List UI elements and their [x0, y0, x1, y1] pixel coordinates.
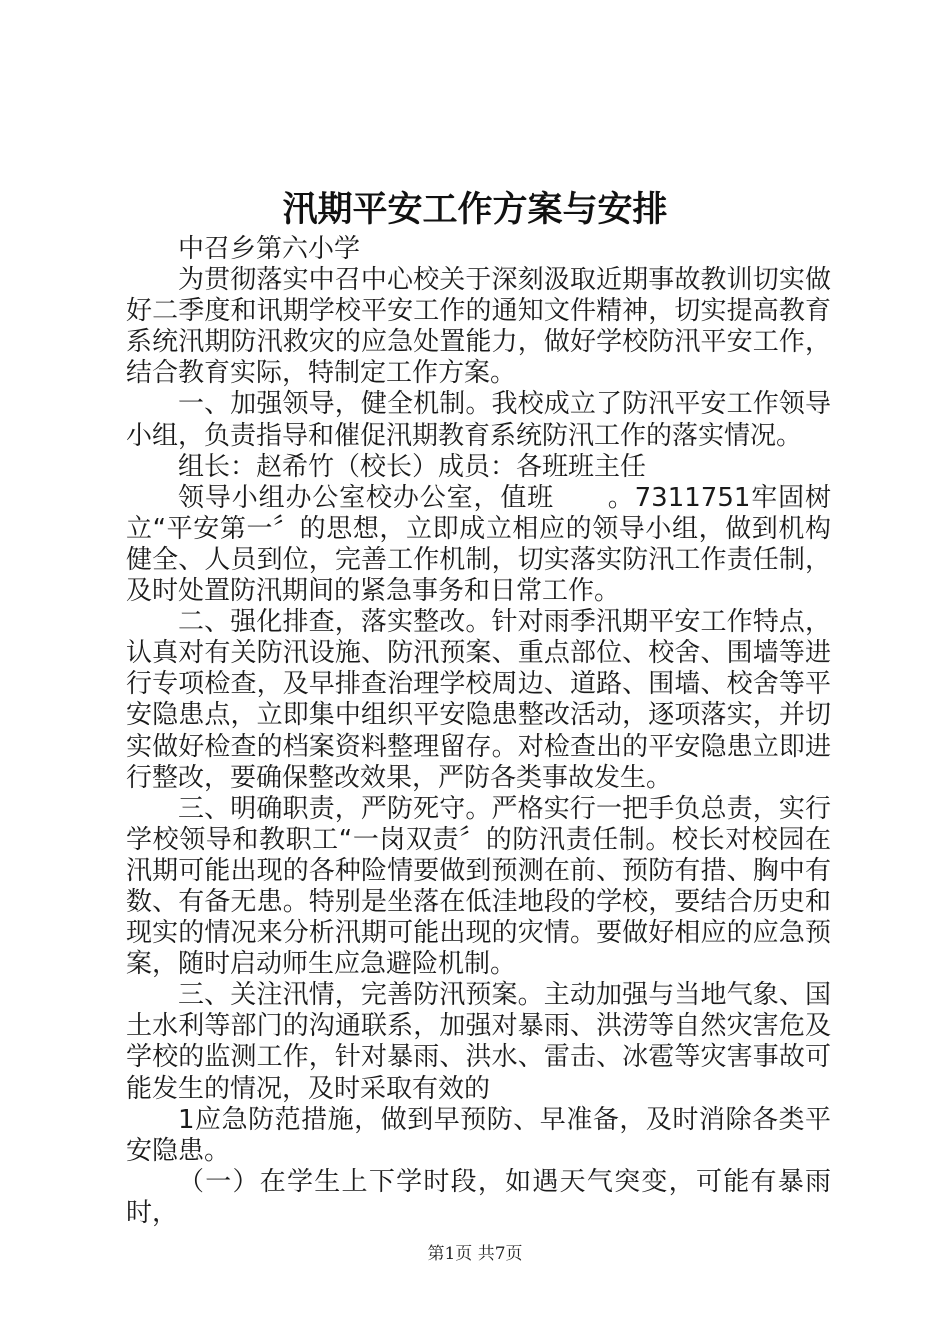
paragraph-office: 领导小组办公室校办公室，值班 。7311751牢固树立“平安第一〞的思想，立即成立相应的领导小组，做到机构健全、人员到位，完善工作机制，切实落实防汛工作责任制，及时处置防汛期间的紧急事务和日常工作。: [126, 482, 831, 607]
paragraph-leaders: 组长：赵希竹（校长）成员：各班班主任: [178, 451, 647, 482]
paragraph-measures: 1应急防范措施，做到早预防、早准备，及时消除各类平安隐患。: [126, 1104, 831, 1166]
paragraph-school-name: 中召乡第六小学: [178, 234, 361, 264]
document-body: [126, 234, 831, 1229]
document-title: 汛期平安工作方案与安排: [282, 189, 668, 230]
paragraph-section-1: 一、加强领导，健全机制。我校成立了防汛平安工作领导小组，负责指导和催促汛期教育系统防汛工作的落实情况。: [126, 389, 831, 451]
paragraph-intro: 为贯彻落实中召中心校关于深刻汲取近期事故教训切实做好二季度和讯期学校平安工作的通知文件精神，切实提高教育系统汛期防汛救灾的应急处置能力，做好学校防汛平安工作，结合教育实际，特制定工作方案。: [126, 265, 831, 389]
paragraph-item-1: （一）在学生上下学时段，如遇天气突变，可能有暴雨时，: [126, 1166, 831, 1228]
paragraph-section-2: 二、强化排查，落实整改。针对雨季汛期平安工作特点，认真对有关防汛设施、防汛预案、重点部位、校舍、围墙等进行专项检查，及早排查治理学校周边、道路、围墙、校舍等平安隐患点，立即集中组织平安隐患整改活动，逐项落实，并切实做好检查的档案资料整理留存。对检查出的平安隐患立即进行整改，要确保整改效果，严防各类事故发生。: [126, 607, 831, 793]
page-number-footer: 第1页 共7页: [427, 1244, 523, 1264]
paragraph-section-3b: 三、关注汛情，完善防汛预案。主动加强与当地气象、国土水利等部门的沟通联系，加强对暴雨、洪涝等自然灾害危及学校的监测工作，针对暴雨、洪水、雷击、冰雹等灾害事故可能发生的情况，及时采取有效的: [126, 980, 831, 1104]
paragraph-section-3: 三、明确职责，严防死守。严格实行一把手负总责，实行学校领导和教职工“一岗双责〞的防汛责任制。校长对校园在汛期可能出现的各种险情要做到预测在前、预防有措、胸中有数、有备无患。特别是坐落在低洼地段的学校，要结合历史和现实的情况来分析汛期可能出现的灾情。要做好相应的应急预案，随时启动师生应急避险机制。: [126, 793, 831, 980]
